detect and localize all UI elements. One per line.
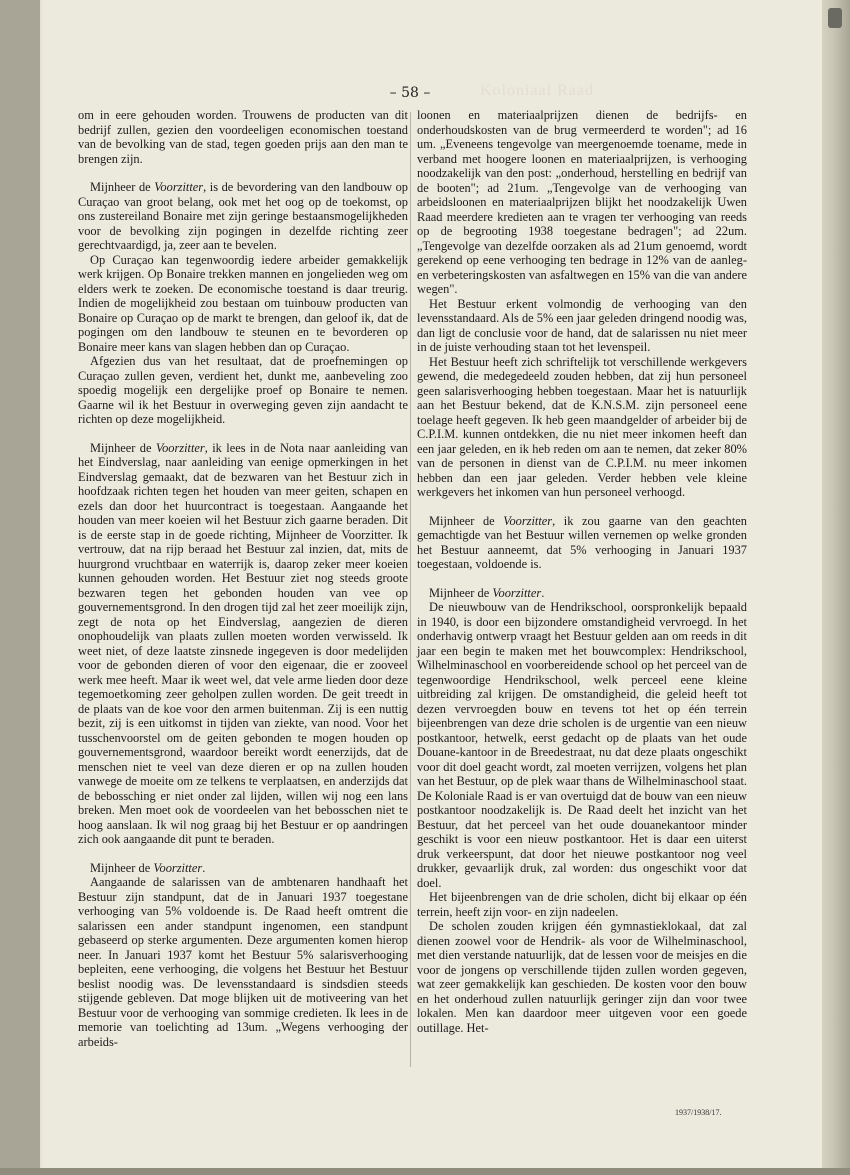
paragraph [78, 861, 408, 876]
paragraph-text: Op Curaçao kan tegenwoordig iedere arbeider gemakkelijk werk krijgen. Op Bonaire trekken mannen en jongelieden weg om elders werk te zoeken. De economische toestand is daar treurig. Indien de mogelijkheid zou bestaan om tuinbouw producten van Bonaire op Curaçao op de markt te brengen, dan geloof ik, dat de pogingen om den landbouw te steunen en te bevorderen op Bonaire meer kans van slagen hebben dan op Curaçao. [78, 252, 408, 354]
paragraph-text: , ik zou gaarne van den geachten gemachtigde van het Bestuur willen vernemen op welke gronden het Bestuur aanneemt, dat 5% verhooging in Januari 1937 toegestaan, voldoende is. [417, 513, 747, 571]
faint-header-text: Koloniaal Raad [480, 82, 594, 99]
page-number: – 58 – [389, 85, 431, 101]
paragraph [417, 297, 747, 355]
paragraph [78, 875, 408, 1049]
paragraph [417, 355, 747, 500]
address-title: Voorzitter [155, 440, 205, 455]
paragraph-gap [417, 572, 747, 586]
paragraph-lead: Mijnheer de [90, 180, 155, 194]
address-title: Voorzitter [154, 180, 204, 194]
paragraph-lead: Mijnheer de [90, 440, 156, 455]
paragraph [78, 441, 408, 847]
paragraph-text: , is de bevordering van den landbouw op Curaçao van groot belang, ook met het oog op de toekomst, op ons zustereiland Bonaire met zijn geringe bestaansmogelijkheden voor de bevolking zijn pogingen in dezelfde richting zeer gerechtvaardigd, ja, zeer aan te bevelen. [78, 180, 408, 252]
paragraph-text: De scholen zouden krijgen één gymnastieklokaal, dat zal dienen zoowel voor de Hendrik- als voor de Wilhelminaschool, met dien verstande natuurlijk, dat de lessen voor de meisjes en die voor de jongens op verschillende tijden zullen worden gegeven, wat zeer gemakkelijk kan geschieden. De kosten voor den bouw en het onderhoud zullen natuurlijk geringer zijn dan voor twee lokalen. Men kan daardoor meer uitgeven voor een goede outillage. Het- [417, 919, 747, 1035]
paragraph-lead: Mijnheer de [429, 585, 493, 600]
paragraph-text: Het bijeenbrengen van de drie scholen, dicht bij elkaar op één terrein, heeft zijn voor- en zijn nadeelen. [417, 890, 747, 919]
paragraph-text: , ik lees in de Nota naar aanleiding van het Eindverslag, naar aanleiding van eenige opmerkingen in het Eindverslag gemaakt, dat de bezwaren van het Bestuur zich in hoofdzaak richten tegen het houden van meer geiten, schapen en ezels dan door het huurcontract is toegestaan. Aangaande het houden van meer koeien wil het Bestuur zich gaarne beraden. Dit is de eerste stap in de goede richting, Mijnheer de Voorzitter. Ik vertrouw, dat na rijp beraad het Bestuur zal inzien, dat, mits de huurgrond vruchtbaar en waterrijk is, daarop zeker meer koeien kunnen gehouden worden. Het Bestuur ziet nog steeds groote bezwaren tegen het gebonden houden van vee op gouvernementsgrond. In den drogen tijd zal het zeer moeilijk zijn, zegt de nota op het Eindverslag, aangezien de dieren onophoudelijk van plaats zullen moeten worden verwisseld. Ik weet niet, of deze laatste zinsnede ingegeven is door medelijden voor de gebonden dieren of voor den eigenaar, die er zooveel werk mee heeft. Maar ik weet wel, dat vele arme lieden door deze tegemoetkoming zeer geholpen zullen worden. De geit treedt in de plaats van de koe voor den armen buitenman. Zij is een nuttig bezit, zij is een uitkomst in tijden van ziekte, van nood. Voor het tusschenvoorstel om de geiten gebonden te mogen houden op gouvernementsgrond, waardoor bereikt wordt eenerzijds, dat de menschen niet te veel van deze dieren er op na zullen houden vanwege de moeite om ze telkens te verplaatsen, en anderzijds dat de bebossching er niet onder zal lijden, willen wij nog een lans breken. Men moet ook de voordeelen van het bebosschen niet te hoog aanslaan. Ik wil nog graag bij het Bestuur er op aandringen zich ook aangaande dit punt te beraden. [78, 440, 408, 846]
paragraph [417, 890, 747, 919]
paragraph-text: om in eere gehouden worden. Trouwens de producten van dit bedrijf zullen, gezien den voordeeligen economischen toestand van de bevolking van de stad, tegen goeden prijs aan den man te brengen zijn. [78, 108, 408, 166]
paragraph [417, 514, 747, 572]
paragraph-gap [78, 166, 408, 180]
paragraph-text: . [202, 860, 206, 875]
paragraph [417, 108, 747, 297]
paragraph [78, 253, 408, 355]
paragraph-text: De nieuwbouw van de Hendrikschool, oorspronkelijk bepaald in 1940, is door een bijzondere omstandigheid vervroegd. In het onderhavig ontwerp vraagt het Bestuur gelden aan om reeds in dit jaar een begin te maken met het bouwcomplex: Hendrikschool, Wilhelminaschool en voorbereidende school op het perceel van de tegenwoordige Hendrikschool, welk perceel eene kleine uitbreiding zal krijgen. De omstandigheid, die geleid heeft tot dezen vervroegden bouw en tevens tot het op één terrein bijeenbrengen van deze drie scholen is de urgentie van een nieuw postkantoor, hetwelk, eerst gedacht op de plaats van het oude Douane-kantoor in de Breedestraat, nu dat deze plaats ongeschikt voor dit doel geacht wordt, zal moeten verrijzen, volgens het plan van het Bestuur, op de plek waar thans de Wilhelminaschool staat. De Koloniale Raad is er van overtuigd dat de bouw van een nieuw postkantoor noodzakelijk is. De Raad deelt het inzicht van het Bestuur, dat het perceel van het oude douanekantoor minder geschikt is voor een nieuw postkantoor. Het is daar een uiterst druk verkeerspunt, dat door het nieuwe postkantoor nog veel drukker, gevaarlijk druk, zal worden: dus ongeschikt voor dat doel. [417, 600, 747, 890]
paragraph [78, 108, 408, 166]
page-edge [822, 0, 850, 1175]
right-text-column [417, 108, 747, 1035]
paragraph-gap [78, 847, 408, 861]
paragraph-text: . [541, 585, 545, 600]
column-divider [410, 112, 411, 1067]
paragraph-lead: Mijnheer de [90, 860, 154, 875]
paragraph-gap [78, 427, 408, 441]
paragraph [417, 600, 747, 890]
paragraph-text: Het Bestuur heeft zich schriftelijk tot verschillende werkgevers gewend, die medegedeeld zouden hebben, dat zij hun personeel geen salarisverhooging hebben toegestaan. Maar het is natuurlijk aan het Bestuur bekend, dat de K.N.S.M. zijn personeel eene toelage heeft gegeven. Ik heb geen maandgelder of arbeider bij de C.P.I.M. kunnen ontdekken, die nu niet meer inkomen heeft dan een jaar geleden, en ik heb reden om aan te nemen, dat zeker 80% van de personen in dienst van de C.P.I.M. nu meer inkomen hebben dan een jaar geleden. Verder hebben vele kleine werkgevers het inkomen van hun personeel verhoogd. [417, 354, 747, 499]
paragraph-text: Afgezien dus van het resultaat, dat de proefnemingen op Curaçao zullen geven, verdient het, dunkt me, aanbeveling zoo spoedig mogelijk een dergelijke proef op Bonaire te nemen. Gaarne wil ik het Bestuur in overweging geven zijn aandacht te richten op deze mogelijkheid. [78, 354, 408, 426]
page-bottom-edge [0, 1168, 850, 1175]
paragraph-text: loonen en materiaalprijzen dienen de bedrijfs- en onderhoudskosten van de brug vermeerderd te worden"; ad 16 um. „Eveneens tengevolge van meergenoemde toename, mede in verband met hoogere loonen en materiaalprijzen, is verhooging noodzakelijk van den post: „onderhoud, herstelling en bedrijf van de booten"; ad 21um. „Tengevolge van de verhooging van arbeidsloonen en materiaalprijzen blijkt het noodzakelijk Uwen Raad meerdere kredieten aan te vragen ter verhooging van reeds op de begrooting 1938 toegestane bedragen"; ad 22um. „Tengevolge van dezelfde oorzaken als ad 21um genoemd, wordt gerekend op eene verhooging ten bedrage in 12% van de aanleg- en verbeteringskosten van asfaltwegen en 15% van die van andere wegen". [417, 108, 747, 296]
paragraph-gap [417, 500, 747, 514]
document-reference: 1937/1938/17. [675, 1108, 722, 1117]
paragraph [417, 919, 747, 1035]
address-title: Voorzitter [492, 585, 542, 600]
paragraph [78, 354, 408, 427]
binding-mark [828, 8, 842, 28]
paragraph [417, 586, 747, 601]
paragraph [78, 180, 408, 253]
paragraph-lead: Mijnheer de [429, 513, 504, 528]
address-title: Voorzitter [153, 860, 203, 875]
left-text-column [78, 108, 408, 1049]
address-title: Voorzitter [503, 513, 553, 528]
paragraph-text: Het Bestuur erkent volmondig de verhooging van den levensstandaard. Als de 5% een jaar geleden dringend noodig was, dan ligt de conclusie voor de hand, dat de salarissen nu niet meer in de juiste verhouding staan tot het levenspeil. [417, 296, 747, 354]
paragraph-text: Aangaande de salarissen van de ambtenaren handhaaft het Bestuur zijn standpunt, dat de in Januari 1937 toegestane verhooging van 5% voldoende is. De Raad heeft omtrent die salarissen een ander standpunt ingenomen, een standpunt gebaseerd op sterke argumenten. Deze argumenten komen hierop neer. In Januari 1937 komt het Bestuur 5% salarisverhooging bepleiten, eene verhooging, die volgens het Bestuur het Bestuur beslist noodig was. De levensstandaard is sindsdien steeds stijgende gebleven. Dat moge blijken uit de motiveering van het Bestuur voor de verhooging van sommige credieten. Ik lees in de memorie van toelichting ad 13um. „Wegens verhooging der arbeids- [78, 875, 408, 1049]
